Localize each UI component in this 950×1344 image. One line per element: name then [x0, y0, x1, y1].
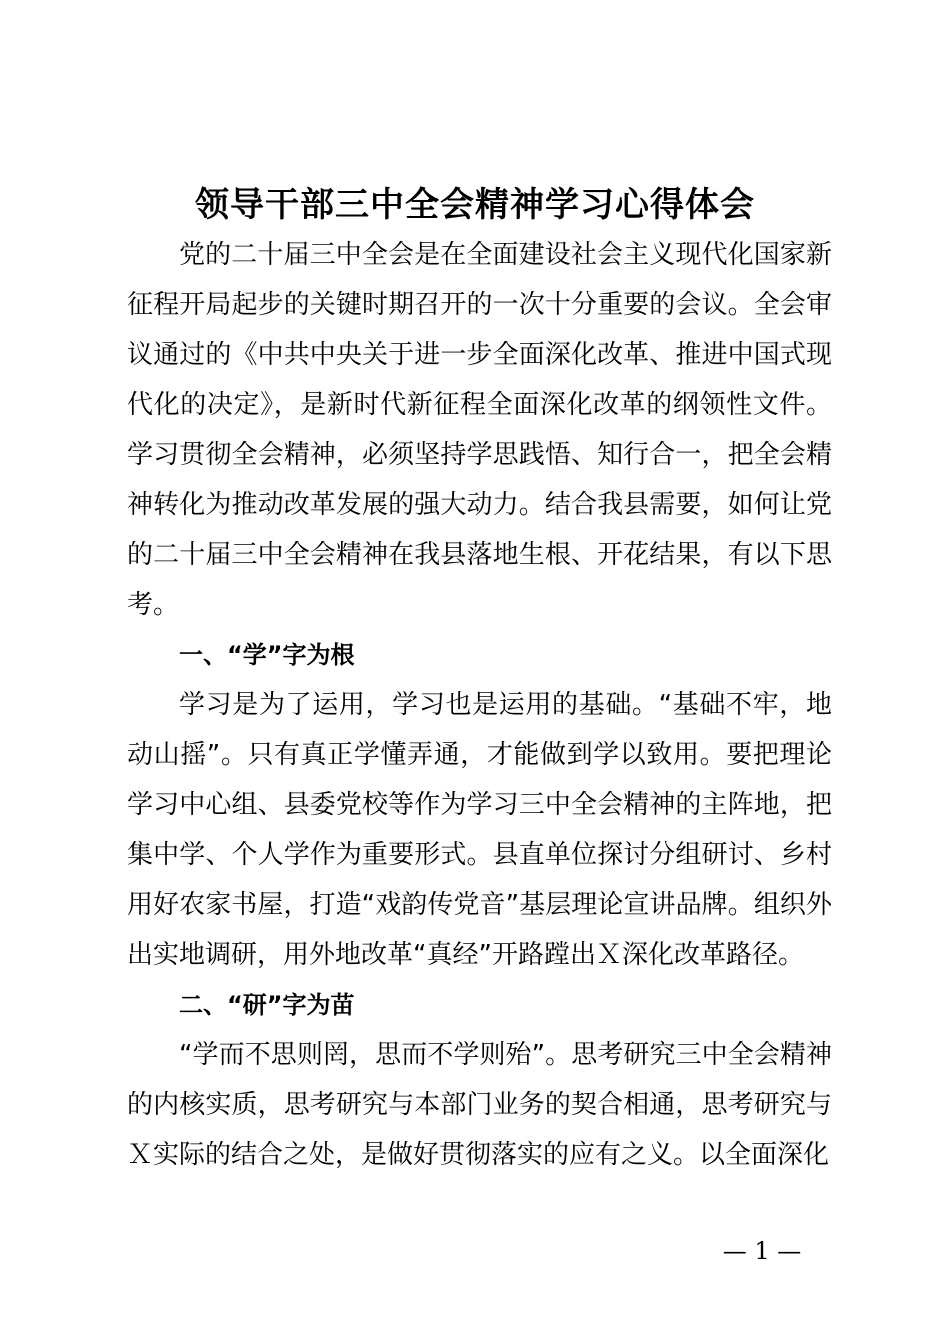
intro-paragraph: 党的二十届三中全会是在全面建设社会主义现代化国家新征程开局起步的关键时期召开的一次十分重要的会议。全会审议通过的《中共中央关于进一步全面深化改革、推进中国式现代化的决定》，是新时代新征程全面深化改革的纲领性文件。学习贯彻全会精神，必须坚持学思践悟、知行合一，把全会精神转化为推动改革发展的强大动力。结合我县需要，如何让党的二十届三中全会精神在我县落地生根、开花结果，有以下思考。 [127, 240, 832, 620]
document-title: 领导干部三中全会精神学习心得体会 [195, 185, 755, 225]
section-heading-1: 一、“学”字为根 [179, 641, 355, 669]
page-number: — 1 — [722, 1237, 802, 1265]
section-heading-2: 二、“研”字为苗 [179, 991, 355, 1019]
section-paragraph-2: “学而不思则罔，思而不学则殆”。思考研究三中全会精神的内核实质，思考研究与本部门业务的契合相通，思考研究与Ｘ实际的结合之处，是做好贯彻落实的应有之义。以全面深化 [127, 1040, 832, 1170]
section-paragraph-1: 学习是为了运用，学习也是运用的基础。“基础不牢，地动山摇”。只有真正学懂弄通，才能做到学以致用。要把理论学习中心组、县委党校等作为学习三中全会精神的主阵地，把集中学、个人学作为重要形式。县直单位探讨分组研讨、乡村用好农家书屋，打造“戏韵传党音”基层理论宣讲品牌。组织外出实地调研，用外地改革“真经”开路蹚出Ｘ深化改革路径。 [127, 690, 832, 970]
document-body [127, 230, 832, 1180]
